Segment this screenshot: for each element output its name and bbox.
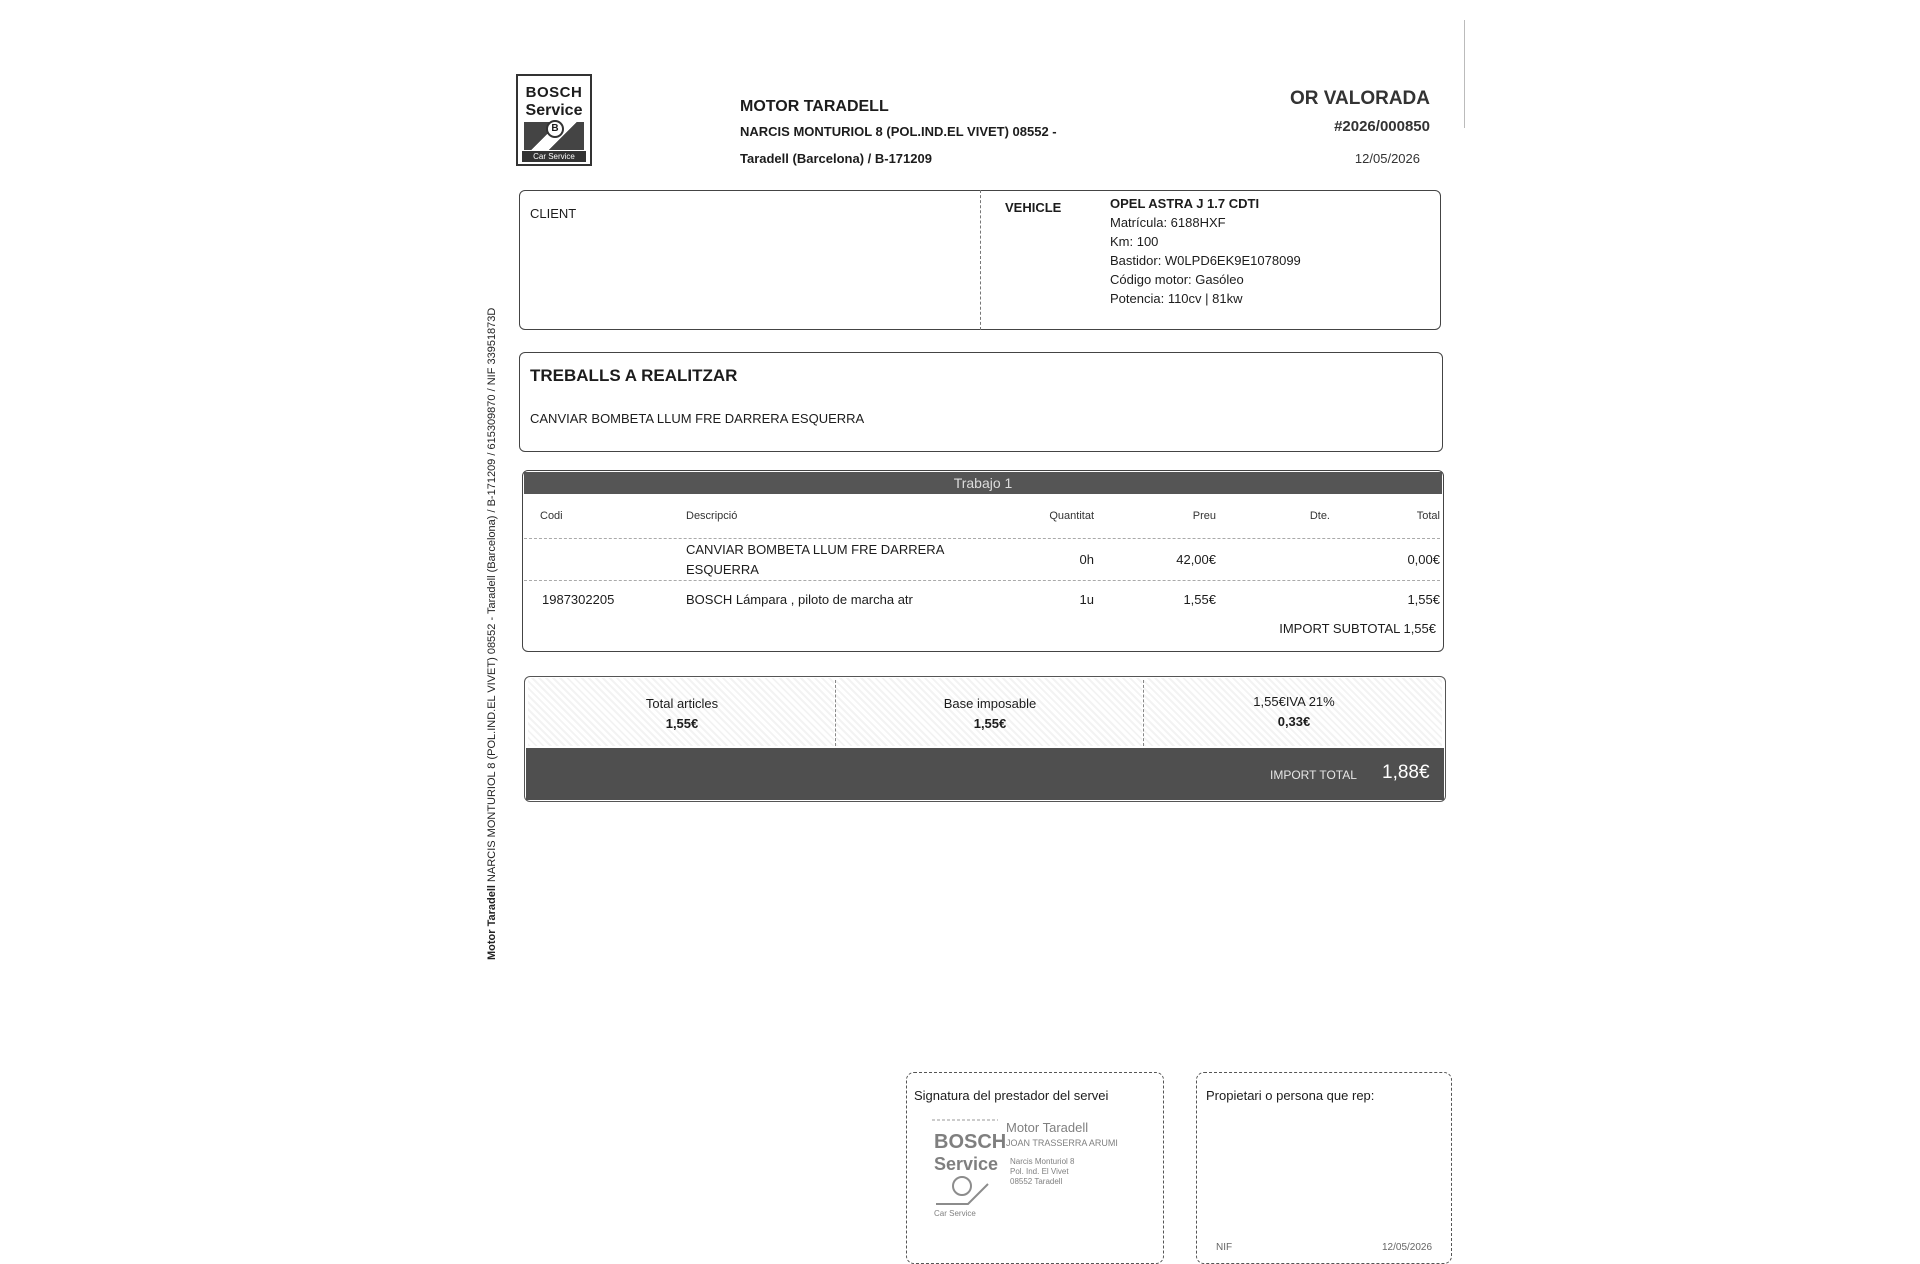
- row2-code: 1987302205: [542, 592, 615, 607]
- col-header-total: Total: [1416, 510, 1440, 522]
- svg-text:Pol. Ind. El Vivet: Pol. Ind. El Vivet: [1010, 1167, 1069, 1176]
- work-description: CANVIAR BOMBETA LLUM FRE DARRERA ESQUERRA: [530, 411, 865, 426]
- owner-nif-label: NIF: [1216, 1242, 1233, 1253]
- row2-total: 1,55€: [1407, 592, 1440, 607]
- table-row-divider: [524, 580, 1440, 581]
- logo-line1: BOSCH: [525, 84, 583, 101]
- table-header-divider: [524, 538, 1440, 539]
- row2-price: 1,55€: [1183, 592, 1216, 607]
- base-imposable-value: 1,55€: [973, 716, 1007, 731]
- row2-description: BOSCH Lámpara , piloto de marcha atr: [686, 592, 913, 607]
- document-number: #2026/000850: [1334, 118, 1430, 135]
- svg-text:08552 Taradell: 08552 Taradell: [1010, 1177, 1063, 1186]
- import-subtotal: IMPORT SUBTOTAL 1,55€: [1279, 621, 1436, 636]
- scan-edge-line: [1464, 20, 1465, 128]
- col-header-price: Preu: [1192, 510, 1216, 522]
- vehicle-model: OPEL ASTRA J 1.7 CDTI: [1110, 196, 1260, 211]
- iva-label: 1,55€IVA 21%: [1253, 694, 1335, 709]
- logo-line3: Car Service: [522, 151, 586, 162]
- vehicle-details: [1110, 194, 1301, 308]
- row1-description-line2: ESQUERRA: [686, 562, 759, 577]
- totals-panel-iva: [1144, 678, 1442, 746]
- grand-total-value: 1,88€: [1382, 762, 1430, 783]
- company-address: NARCIS MONTURIOL 8 (POL.IND.EL VIVET) 08552 -: [740, 124, 1057, 139]
- provider-signature-label: Signatura del prestador del servei: [914, 1088, 1109, 1103]
- company-name: MOTOR TARADELL: [740, 98, 889, 115]
- bosch-service-logo: [516, 74, 592, 166]
- iva-value: 0,33€: [1277, 714, 1311, 729]
- svg-text:Motor Taradell: Motor Taradell: [1006, 1120, 1089, 1135]
- client-vehicle-divider: [980, 190, 981, 330]
- col-header-qty: Quantitat: [1049, 510, 1094, 522]
- col-header-code: Codi: [540, 510, 563, 522]
- svg-text:BOSCH: BOSCH: [934, 1131, 1007, 1153]
- logo-mark: B: [546, 120, 564, 138]
- totals-panel-articles: [528, 678, 834, 746]
- row1-total: 0,00€: [1407, 552, 1440, 567]
- vehicle-plate: Matrícula: 6188HXF: [1110, 215, 1226, 230]
- table-section-title: Trabajo 1: [524, 472, 1442, 494]
- sidebar-company: Motor Taradell: [486, 885, 498, 960]
- document-date: 12/05/2026: [1354, 151, 1420, 166]
- base-imposable-label: Base imposable: [943, 696, 1037, 711]
- owner-date: 12/05/2026: [1382, 1242, 1433, 1253]
- grand-total-label: IMPORT TOTAL: [1270, 768, 1357, 782]
- company-stamp: [928, 1112, 1148, 1220]
- company-city: Taradell (Barcelona) / B-171209: [740, 151, 932, 166]
- svg-text:Service: Service: [934, 1154, 999, 1174]
- vehicle-vin: Bastidor: W0LPD6EK9E1078099: [1110, 253, 1301, 268]
- svg-text:Car Service: Car Service: [934, 1209, 976, 1218]
- total-articles-label: Total articles: [645, 696, 719, 711]
- vehicle-engine: Código motor: Gasóleo: [1110, 272, 1244, 287]
- row1-description-line1: CANVIAR BOMBETA LLUM FRE DARRERA: [686, 542, 945, 557]
- total-articles-value: 1,55€: [665, 716, 699, 731]
- client-label: CLIENT: [530, 206, 577, 221]
- row1-price: 42,00€: [1176, 552, 1216, 567]
- sidebar-legal-text: [486, 308, 498, 960]
- svg-text:Narcis Monturiol 8: Narcis Monturiol 8: [1010, 1157, 1075, 1166]
- col-header-discount: Dte.: [1309, 510, 1330, 522]
- owner-signature-label: Propietari o persona que rep:: [1206, 1088, 1375, 1103]
- totals-panel-base: [836, 678, 1142, 746]
- svg-text:JOAN TRASSERRA ARUMI: JOAN TRASSERRA ARUMI: [1006, 1138, 1118, 1148]
- row1-qty: 0h: [1079, 552, 1094, 567]
- work-title: TREBALLS A REALITZAR: [530, 366, 738, 385]
- logo-line2: Service: [525, 102, 583, 119]
- row2-qty: 1u: [1079, 592, 1094, 607]
- vehicle-label: VEHICLE: [1005, 200, 1062, 215]
- totals-divider: [1143, 680, 1144, 746]
- sidebar-details: NARCIS MONTURIOL 8 (POL.IND.EL VIVET) 08552 - Taradell (Barcelona) / B-171209 / 615309870 / NIF 33951873D: [486, 307, 498, 882]
- col-header-description: Descripció: [686, 510, 738, 522]
- vehicle-km: Km: 100: [1110, 234, 1159, 249]
- document-title: OR VALORADA: [1289, 88, 1430, 109]
- totals-divider: [835, 680, 836, 746]
- stamp-graphic: [932, 1120, 1118, 1218]
- vehicle-power: Potencia: 110cv | 81kw: [1110, 291, 1243, 306]
